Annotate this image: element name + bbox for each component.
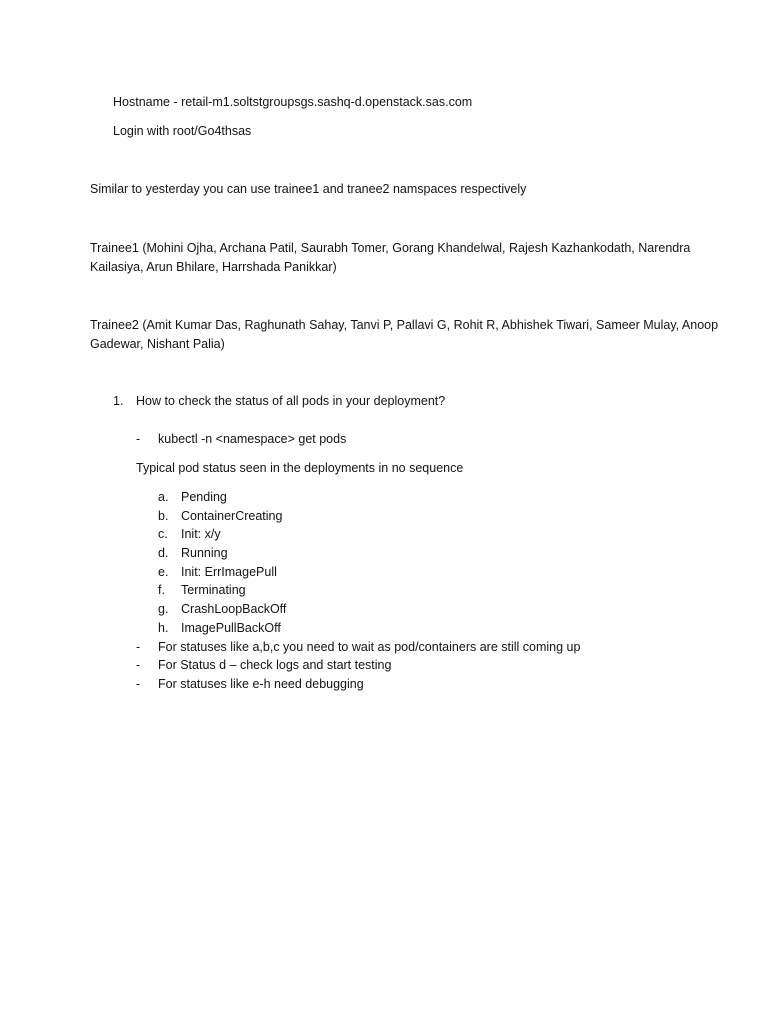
note-text: For statuses like a,b,c you need to wait as pod/containers are still coming up [158, 640, 581, 654]
status-heading: Typical pod status seen in the deployments in no sequence [136, 461, 464, 475]
status-marker: c. [158, 527, 168, 541]
command-text: kubectl -n <namespace> get pods [158, 432, 347, 446]
login-line: Login with root/Go4thsas [113, 124, 252, 138]
status-marker: e. [158, 565, 169, 579]
hostname-line: Hostname - retail-m1.soltstgroupsgs.sashq-d.openstack.sas.com [113, 95, 473, 109]
status-item: Running [181, 546, 228, 560]
command-bullet: - [136, 432, 141, 446]
trainee2-paragraph: Trainee2 (Amit Kumar Das, Raghunath Sahay, Tanvi P, Pallavi G, Rohit R, Abhishek Tiwari, Sameer Mulay, Anoop Gadewar, Nishant Palia) [90, 318, 719, 351]
status-item: Init: ErrImagePull [181, 565, 277, 579]
note-bullet: - [136, 640, 141, 654]
status-marker: f. [158, 583, 165, 597]
note-bullet: - [136, 677, 141, 691]
status-item: Pending [181, 490, 227, 504]
status-item: Init: x/y [181, 527, 221, 541]
intro-line: Similar to yesterday you can use trainee1 and tranee2 namspaces respectively [90, 182, 527, 196]
status-marker: g. [158, 602, 169, 616]
question-number: 1. [113, 394, 124, 408]
note-bullet: - [136, 658, 141, 672]
status-marker: b. [158, 509, 169, 523]
note-text: For Status d – check logs and start testing [158, 658, 392, 672]
status-item: ContainerCreating [181, 509, 283, 523]
status-item: CrashLoopBackOff [181, 602, 287, 616]
status-marker: a. [158, 490, 169, 504]
status-marker: h. [158, 621, 169, 635]
trainee1-paragraph: Trainee1 (Mohini Ojha, Archana Patil, Saurabh Tomer, Gorang Khandelwal, Rajesh Kazhankodath, Narendra Kailasiya, Arun Bhilare, Harrshada Panikkar) [90, 241, 691, 274]
note-text: For statuses like e-h need debugging [158, 677, 364, 691]
question-text: How to check the status of all pods in your deployment? [136, 394, 446, 408]
status-item: ImagePullBackOff [181, 621, 281, 635]
status-marker: d. [158, 546, 169, 560]
status-item: Terminating [181, 583, 246, 597]
